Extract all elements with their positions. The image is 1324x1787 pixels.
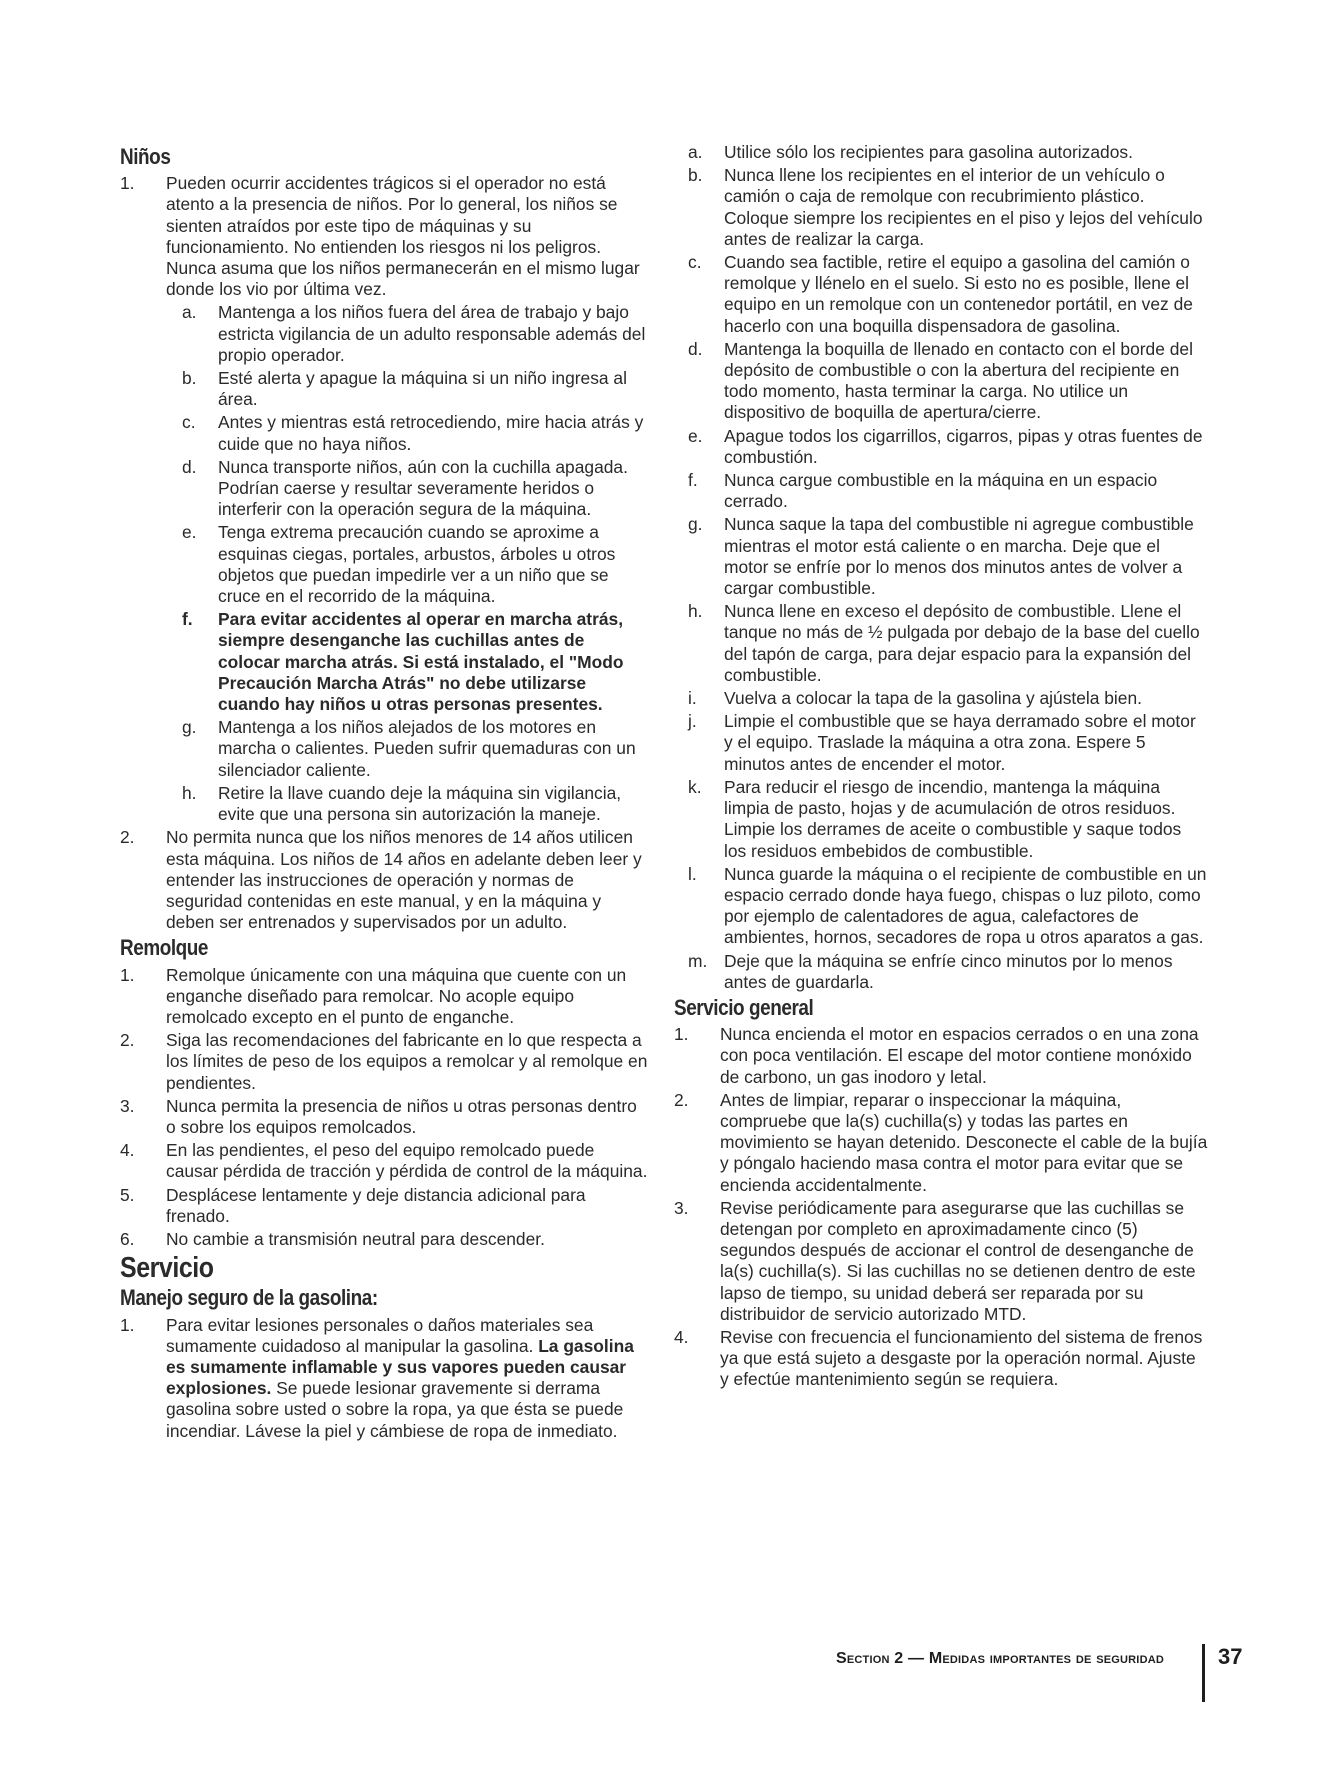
item-letter: b. xyxy=(688,165,703,186)
item-text: Nunca permita la presencia de niños u otras personas dentro o sobre los equipos remolcados. xyxy=(166,1095,637,1137)
list-item xyxy=(166,717,650,781)
item-text: Revise con frecuencia el funcionamiento del sistema de frenos ya que está sujeto a desgaste por la operación normal. Ajuste y efectúe mantenimiento según se requiera. xyxy=(720,1326,1203,1390)
list-item xyxy=(674,864,1208,949)
item-text: Deje que la máquina se enfríe cinco minutos por lo menos antes de guardarla. xyxy=(724,950,1173,992)
item-text: Nunca transporte niños, aún con la cuchilla apagada. Podrían caerse y resultar severamente heridos o interferir con la operación segura de la máquina. xyxy=(218,456,628,520)
item-text: En las pendientes, el peso del equipo remolcado puede causar pérdida de tracción y pérdida de control de la máquina. xyxy=(166,1140,648,1182)
list-item xyxy=(674,252,1208,337)
item-number: 5. xyxy=(120,1184,135,1205)
item-text: Nunca encienda el motor en espacios cerrados o en una zona con poca ventilación. El escape del motor contiene monóxido de carbono, un gas inodoro y letal. xyxy=(720,1024,1199,1087)
page-number: 37 xyxy=(1218,1644,1243,1669)
item-text: Antes de limpiar, reparar o inspeccionar la máquina, compruebe que la(s) cuchilla(s) y todas las partes en movimiento se hayan detenido. Desconecte el cable de la bujía y póngalo haciendo masa contra el motor para evitar que se encienda accidentalmente. xyxy=(720,1089,1208,1195)
item-number: 1. xyxy=(120,1314,135,1335)
item-text: Revise periódicamente para asegurarse que las cuchillas se detengan por completo en aproximadamente cinco (5) segundos después de accionar el control de desenganche de la(s) cuchilla(s). Si las cuchillas no se detienen dentro de este lapso de tiempo, su unidad deberá ser reparada por su distribuidor de servicio autorizado MTD. xyxy=(720,1197,1196,1324)
list-item xyxy=(166,302,650,366)
list-item xyxy=(674,777,1208,862)
item-letter: e. xyxy=(688,425,703,446)
list-item xyxy=(674,951,1208,993)
item-letter: g. xyxy=(688,514,703,535)
item-letter: c. xyxy=(182,412,196,433)
left-column xyxy=(120,142,650,1444)
item-number: 2. xyxy=(674,1089,689,1110)
item-number: 1. xyxy=(674,1024,689,1045)
list-item xyxy=(674,688,1208,709)
item-text: Limpie el combustible que se haya derramado sobre el motor y el equipo. Traslade la máquina a otra zona. Espere 5 minutos antes de encender el motor. xyxy=(724,711,1196,774)
list-item xyxy=(674,426,1208,468)
list-item xyxy=(120,1315,650,1442)
list-item xyxy=(120,1185,650,1227)
list-item xyxy=(120,173,650,300)
list-item xyxy=(120,965,650,1029)
item-text: Antes y mientras está retrocediendo, mire hacia atrás y cuide que no haya niños. xyxy=(218,412,644,454)
list-item xyxy=(120,1140,650,1182)
item-letter: i. xyxy=(688,688,697,709)
heading-remolque: Remolque xyxy=(120,935,209,961)
item-text: Retire la llave cuando deje la máquina sin vigilancia, evite que una persona sin autorización la maneje. xyxy=(218,782,622,825)
item-text-a: Para evitar lesiones personales o daños materiales sea sumamente cuidadoso al manipular la gasolina. xyxy=(166,1314,594,1356)
item-letter: l. xyxy=(688,863,697,884)
heading-manejo-gasolina: Manejo seguro de la gasolina: xyxy=(120,1285,378,1311)
list-item xyxy=(674,601,1208,686)
item-number: 2. xyxy=(120,1030,135,1051)
list-item xyxy=(674,470,1208,512)
page-footer xyxy=(0,1644,1324,1704)
item-text: Mantenga la boquilla de llenado en contacto con el borde del depósito de combustible o con la abertura del recipiente en todo momento, hasta terminar la carga. No utilice un dispositivo de boquilla de apertura/cierre. xyxy=(724,338,1193,423)
list-item xyxy=(674,142,1208,163)
item-letter: j. xyxy=(688,711,697,732)
item-letter: g. xyxy=(182,717,197,738)
list-item xyxy=(674,514,1208,599)
heading-servicio: Servicio xyxy=(120,1252,214,1285)
item-text: Nunca saque la tapa del combustible ni agregue combustible mientras el motor está caliente o en marcha. Deje que el motor se enfríe por lo menos dos minutos antes de volver a cargar combustible. xyxy=(724,514,1194,599)
item-text: Nunca guarde la máquina o el recipiente de combustible en un espacio cerrado donde haya fuego, chispas o luz piloto, como por ejemplo de calentadores de agua, calefactores de ambientes, hornos, secadores de ropa u otros aparatos a gas. xyxy=(724,863,1207,948)
right-column xyxy=(674,142,1208,1393)
item-text: Apague todos los cigarrillos, cigarros, pipas y otras fuentes de combustión. xyxy=(724,425,1203,467)
list-item xyxy=(120,1096,650,1138)
list-item xyxy=(674,165,1208,250)
item-number: 2. xyxy=(120,827,135,848)
list-item xyxy=(674,1024,1208,1088)
item-text: Vuelva a colocar la tapa de la gasolina y ajústela bien. xyxy=(724,688,1142,709)
item-letter: d. xyxy=(688,338,703,359)
item-text: Esté alerta y apague la máquina si un niño ingresa al área. xyxy=(218,368,627,410)
item-letter: c. xyxy=(688,252,702,273)
heading-ninos: Niños xyxy=(120,144,171,169)
item-text: Pueden ocurrir accidentes trágicos si el operador no está atento a la presencia de niños. Por lo general, los niños se sienten atraídos por este tipo de máquinas y su funcionamiento. No entienden los riesgos ni los peligros. Nunca asuma que los niños permanecerán en el mismo lugar donde los vio por última vez. xyxy=(166,173,640,300)
item-text: Nunca cargue combustible en la máquina en un espacio cerrado. xyxy=(724,470,1158,512)
item-letter: h. xyxy=(182,782,197,803)
list-item xyxy=(166,457,650,521)
item-letter: m. xyxy=(688,950,708,971)
item-text: Desplácese lentamente y deje distancia adicional para frenado. xyxy=(166,1184,586,1226)
item-number: 3. xyxy=(120,1095,135,1116)
item-number: 6. xyxy=(120,1228,135,1249)
list-item xyxy=(120,1229,650,1250)
item-letter: a. xyxy=(688,142,703,162)
heading-servicio-general: Servicio general xyxy=(674,994,814,1020)
list-item xyxy=(674,1327,1208,1391)
item-letter: f. xyxy=(182,609,193,630)
item-letter: h. xyxy=(688,601,703,622)
list-item xyxy=(674,1090,1208,1196)
item-text: No cambie a transmisión neutral para descender. xyxy=(166,1228,545,1249)
item-letter: f. xyxy=(688,470,698,491)
item-text: Remolque únicamente con una máquina que cuente con un enganche diseñado para remolcar. No acople equipo remolcado excepto en el punto de enganche. xyxy=(166,964,627,1027)
list-item xyxy=(674,711,1208,775)
list-item xyxy=(166,412,650,454)
item-text: Utilice sólo los recipientes para gasolina autorizados. xyxy=(724,142,1133,162)
list-item xyxy=(120,827,650,933)
item-letter: e. xyxy=(182,522,197,543)
item-number: 4. xyxy=(120,1140,135,1161)
list-item xyxy=(166,368,650,410)
item-text-bold: La gasolina es sumamente inflamable y sus vapores pueden causar explosiones. xyxy=(166,1335,634,1399)
item-letter: b. xyxy=(182,368,197,389)
item-text: Mantenga a los niños alejados de los motores en marcha o calientes. Pueden sufrir quemaduras con un silenciador caliente. xyxy=(218,717,636,780)
list-item xyxy=(674,1198,1208,1325)
footer-divider xyxy=(1202,1644,1205,1702)
list-item xyxy=(166,522,650,607)
item-text: Tenga extrema precaución cuando se aproxime a esquinas ciegas, portales, arbustos, árboles u otros objetos que puedan impedirle ver a un niño que se cruce en el recorrido de la máquina. xyxy=(218,522,616,607)
item-text: Nunca llene en exceso el depósito de combustible. Llene el tanque no más de ½ pulgada por debajo de la base del cuello del tapón de carga, para dejar espacio para la expansión del combustible. xyxy=(724,601,1200,685)
item-text: Nunca llene los recipientes en el interior de un vehículo o camión o caja de remolque con recubrimiento plástico. Coloque siempre los recipientes en el piso y lejos del vehículo antes de realizar la carga. xyxy=(724,165,1203,249)
item-number: 4. xyxy=(674,1326,689,1347)
item-text: Cuando sea factible, retire el equipo a gasolina del camión o remolque y llénelo en el suelo. Si esto no es posible, llene el equipo en un remolque con un contenedor portátil, en vez de hacerlo con una boquilla dispensadora de gasolina. xyxy=(724,252,1193,336)
sub-list xyxy=(166,302,650,825)
item-text: Siga las recomendaciones del fabricante en lo que respecta a los límites de peso de los equipos a remolcar y al remolque en pendientes. xyxy=(166,1030,648,1093)
item-number: 3. xyxy=(674,1197,689,1218)
item-letter: k. xyxy=(688,776,702,797)
list-item xyxy=(674,339,1208,424)
item-letter: a. xyxy=(182,302,197,323)
item-text: No permita nunca que los niños menores de 14 años utilicen esta máquina. Los niños de 14 años en adelante deben leer y entender las instrucciones de operación y normas de seguridad contenidas en este manual, y en la máquina y deben ser entrenados y supervisados por un adulto. xyxy=(166,827,642,933)
list-item xyxy=(120,1030,650,1094)
section-title: Section 2 — Medidas importantes de seguridad xyxy=(835,1650,1164,1667)
list-item-warning xyxy=(166,609,650,715)
item-number: 1. xyxy=(120,964,135,985)
item-letter: d. xyxy=(182,456,197,477)
item-text: Para reducir el riesgo de incendio, mantenga la máquina limpia de pasto, hojas y de acumulación de otros residuos. Limpie los derrames de aceite o combustible y saque todos los residuos embebidos de combustible. xyxy=(724,776,1182,861)
list-item xyxy=(166,783,650,825)
item-text: Mantenga a los niños fuera del área de trabajo y bajo estricta vigilancia de un adulto responsable además del propio operador. xyxy=(218,302,646,365)
item-text-b: Se puede lesionar gravemente si derrama gasolina sobre usted o sobre la ropa, ya que ésta se puede incendiar. Lávese la piel y cámbiese de ropa de inmediato. xyxy=(166,1378,624,1441)
item-text: Para evitar accidentes al operar en marcha atrás, siempre desenganche las cuchillas antes de colocar marcha atrás. Si está instalado, el "Modo Precaución Marcha Atrás" no debe utilizarse cuando hay niños u otras personas presentes. xyxy=(218,609,624,715)
item-number: 1. xyxy=(120,173,135,194)
